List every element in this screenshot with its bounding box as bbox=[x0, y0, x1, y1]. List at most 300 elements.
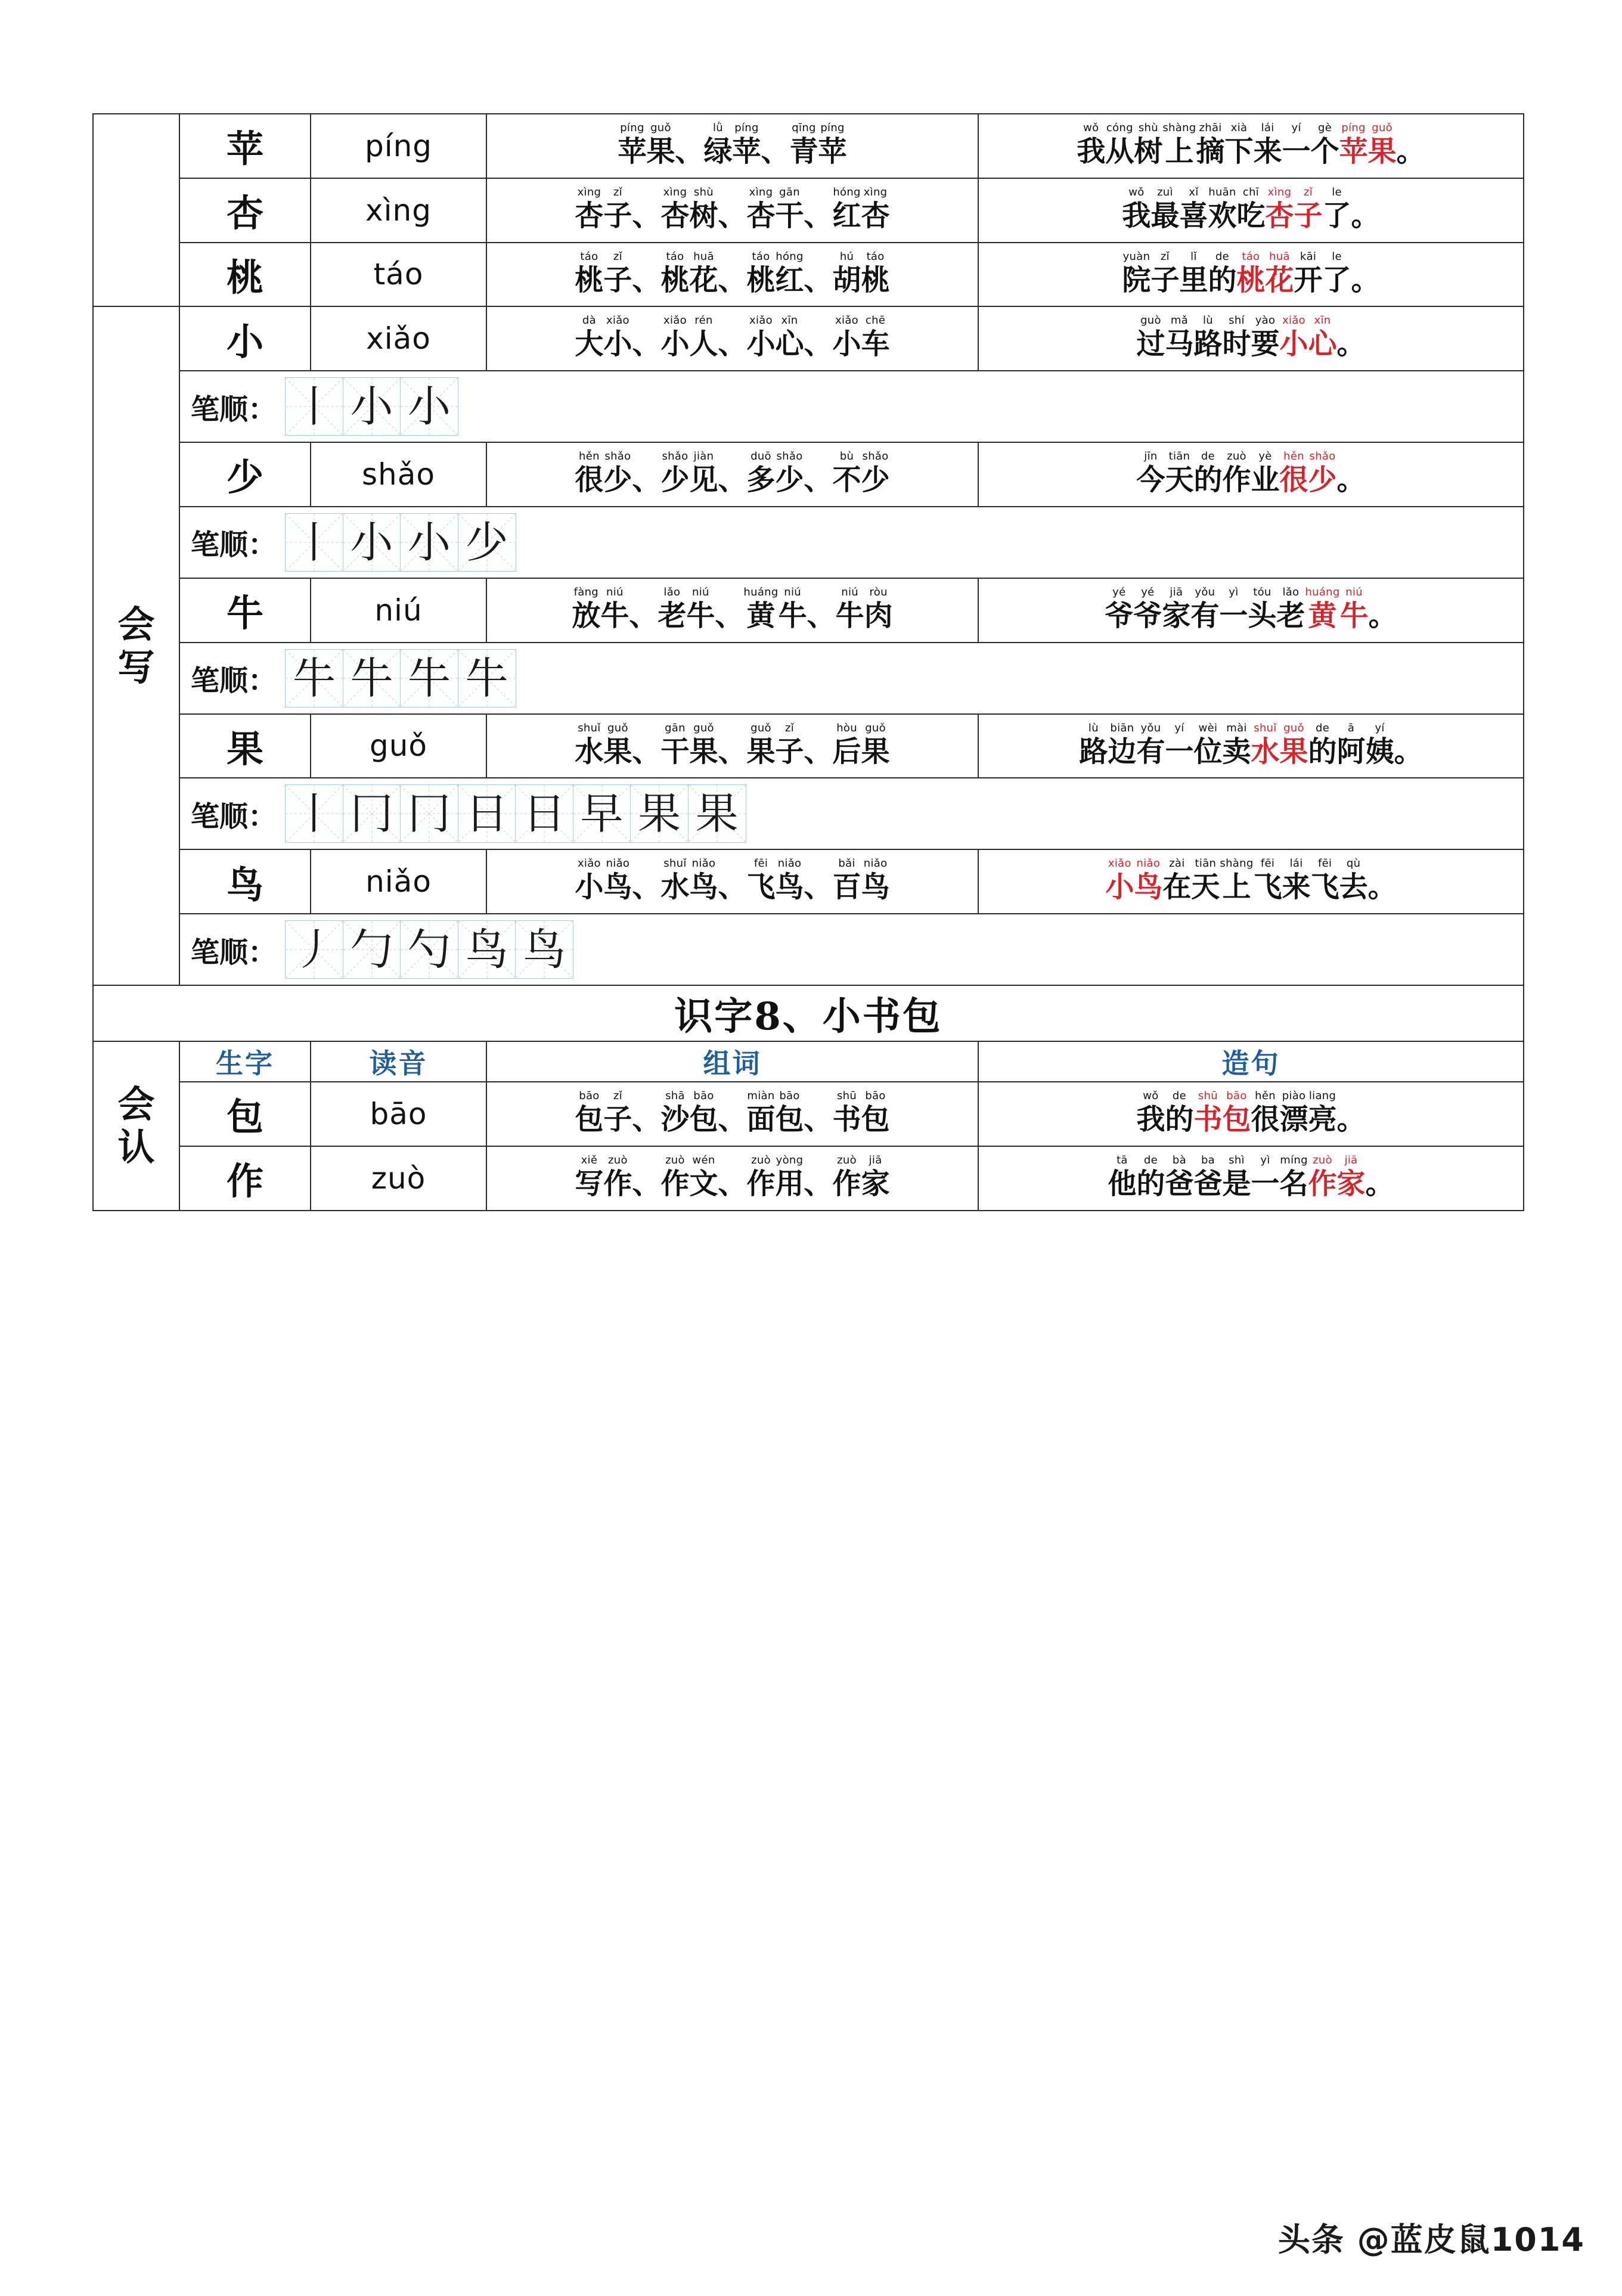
word-separator bbox=[804, 723, 833, 768]
hanzi-char: 、 bbox=[718, 734, 747, 768]
stroke-stage-glyph: 小 bbox=[408, 517, 451, 567]
word-separator bbox=[632, 451, 660, 497]
pinyin-annotation: xiě bbox=[581, 1153, 598, 1166]
sentence-char bbox=[1337, 315, 1366, 361]
stroke-stage-glyph: 小 bbox=[350, 381, 393, 432]
sentence-char bbox=[1136, 451, 1165, 497]
sentence-char bbox=[1337, 1155, 1366, 1200]
hanzi-char: 过 bbox=[1136, 327, 1165, 361]
hanzi-char: 、 bbox=[804, 198, 833, 232]
headword-pinyin: shǎo bbox=[311, 442, 486, 507]
sentence-char bbox=[1351, 252, 1380, 297]
pinyin-annotation: shā bbox=[665, 1090, 685, 1102]
sentence-char bbox=[1208, 252, 1236, 297]
column-header-zaoju: 造句 bbox=[978, 1041, 1524, 1082]
hanzi-char: 。 bbox=[1351, 263, 1380, 297]
hanzi-char: 爸 bbox=[1165, 1166, 1194, 1200]
word-separator bbox=[807, 587, 836, 632]
pinyin-annotation: miàn bbox=[747, 1090, 775, 1102]
hanzi-char: 飞 bbox=[1310, 870, 1339, 904]
pinyin-annotation: de bbox=[1215, 250, 1230, 263]
sentence-char bbox=[1079, 723, 1108, 768]
hanzi-char: 鸟 bbox=[1134, 870, 1163, 904]
pinyin-annotation: piào bbox=[1282, 1090, 1306, 1102]
pinyin-annotation: jiā bbox=[1170, 585, 1183, 598]
category-label-char: 认 bbox=[117, 1125, 155, 1169]
sentence-cell bbox=[978, 714, 1524, 778]
hanzi-char: 业 bbox=[1251, 463, 1280, 497]
sentence-char bbox=[1208, 187, 1236, 232]
sentence-char bbox=[1179, 187, 1208, 232]
hanzi-char: 、 bbox=[718, 263, 747, 297]
word-group-line bbox=[487, 1147, 978, 1210]
word-char bbox=[603, 451, 632, 497]
headword-pinyin: táo bbox=[311, 243, 486, 307]
hanzi-char: 了 bbox=[1322, 263, 1351, 297]
headword-pinyin: xìng bbox=[311, 178, 486, 243]
hanzi-char: 鸟 bbox=[775, 870, 804, 904]
category-label-char: 写 bbox=[117, 645, 155, 689]
category-cell-empty bbox=[93, 114, 179, 306]
sentence-char bbox=[1248, 587, 1276, 632]
word-separator bbox=[718, 1091, 746, 1136]
stroke-order-label: 笔顺： bbox=[191, 799, 277, 833]
sentence-char bbox=[1351, 187, 1380, 232]
pinyin-annotation: shǎo bbox=[662, 450, 689, 463]
hanzi-char: 黄 bbox=[746, 598, 776, 632]
pinyin-annotation: táo bbox=[666, 250, 684, 263]
pinyin-annotation: rén bbox=[694, 314, 713, 327]
sentence-cell bbox=[978, 178, 1524, 243]
hanzi-char: 的 bbox=[1308, 734, 1337, 768]
sentence-char bbox=[1122, 252, 1150, 297]
word-char bbox=[603, 1155, 632, 1200]
sentence-char bbox=[1193, 1155, 1222, 1200]
pinyin-annotation: xiǎo bbox=[1282, 314, 1305, 327]
hanzi-char: 杏 bbox=[861, 198, 890, 232]
hanzi-char: 漂 bbox=[1279, 1103, 1308, 1136]
hanzi-char: 作 bbox=[832, 1166, 861, 1200]
hanzi-char: 一 bbox=[1219, 598, 1248, 632]
word-char bbox=[575, 451, 603, 497]
sentence-char bbox=[1165, 1091, 1193, 1136]
pinyin-annotation: bāo bbox=[779, 1090, 800, 1102]
hanzi-char: 子 bbox=[1150, 263, 1180, 297]
hanzi-char: 作 bbox=[1222, 463, 1251, 497]
pinyin-annotation: yè bbox=[1258, 450, 1272, 463]
sentence-char bbox=[1236, 187, 1265, 232]
pinyin-annotation: zhāi bbox=[1199, 122, 1222, 134]
hanzi-char: 花 bbox=[1265, 263, 1294, 297]
pinyin-annotation: xìng bbox=[863, 185, 888, 198]
word-separator bbox=[718, 252, 746, 297]
pinyin-annotation: guǒ bbox=[607, 721, 628, 734]
sentence-char bbox=[1369, 587, 1397, 632]
sentence-char bbox=[1282, 123, 1311, 168]
pinyin-annotation: míng bbox=[1280, 1153, 1308, 1166]
word-char bbox=[776, 723, 804, 768]
sentence-char bbox=[1165, 1155, 1193, 1200]
hanzi-char: 果 bbox=[689, 734, 718, 768]
hanzi-char: 飞 bbox=[746, 870, 776, 904]
category-label-char: 会 bbox=[117, 603, 155, 647]
hanzi-char: 阿 bbox=[1336, 734, 1366, 768]
stroke-order-cell bbox=[515, 784, 573, 843]
word-char bbox=[833, 252, 861, 297]
pinyin-annotation: de bbox=[1201, 450, 1215, 463]
word-char bbox=[618, 123, 646, 168]
sentence-char bbox=[1193, 315, 1222, 361]
headword-pinyin: guǒ bbox=[311, 714, 486, 778]
hanzi-char: 、 bbox=[804, 1166, 833, 1200]
word-separator bbox=[632, 1155, 660, 1200]
hanzi-char: 牛 bbox=[778, 598, 807, 632]
hanzi-char: 子 bbox=[603, 198, 632, 232]
word-char bbox=[776, 1155, 804, 1200]
stroke-order-cell bbox=[343, 649, 401, 708]
pinyin-annotation: shǎo bbox=[604, 450, 631, 463]
pinyin-annotation: zǐ bbox=[613, 185, 622, 198]
word-group-line bbox=[487, 579, 978, 642]
hanzi-char: 桃 bbox=[746, 263, 776, 297]
word-char bbox=[689, 858, 718, 904]
hanzi-char: 他 bbox=[1108, 1166, 1137, 1200]
sentence-char bbox=[1254, 858, 1282, 904]
pinyin-annotation: guǒ bbox=[1283, 721, 1304, 734]
sentence-char bbox=[1368, 858, 1397, 904]
word-char bbox=[833, 723, 861, 768]
word-char bbox=[603, 315, 632, 361]
sentence-char bbox=[1108, 1155, 1136, 1200]
word-separator bbox=[804, 187, 833, 232]
pinyin-annotation: huáng bbox=[1305, 585, 1340, 598]
hanzi-char: 、 bbox=[718, 327, 747, 361]
sentence-char bbox=[1134, 123, 1162, 168]
word-group-line bbox=[487, 114, 978, 178]
sentence-line bbox=[979, 307, 1523, 370]
hanzi-char: 路 bbox=[1193, 327, 1223, 361]
hanzi-char: 、 bbox=[718, 1166, 747, 1200]
pinyin-annotation: niú bbox=[606, 585, 624, 598]
pinyin-annotation: xià bbox=[1230, 122, 1248, 134]
pinyin-annotation: jīn bbox=[1144, 450, 1158, 463]
sentence-char bbox=[1394, 723, 1423, 768]
pinyin-annotation: zuò bbox=[608, 1153, 628, 1166]
word-group-line bbox=[487, 850, 978, 913]
word-char bbox=[833, 858, 861, 904]
pinyin-annotation: wèi bbox=[1198, 721, 1218, 734]
word-char bbox=[689, 451, 718, 497]
pinyin-annotation: lǐ bbox=[1190, 250, 1197, 263]
pinyin-annotation: hóng bbox=[776, 250, 804, 263]
word-group-line bbox=[487, 443, 978, 506]
stroke-order-cell bbox=[285, 784, 343, 843]
stroke-order-cell-container bbox=[179, 507, 1524, 578]
word-char bbox=[861, 1155, 890, 1200]
stroke-order-cell bbox=[573, 784, 631, 843]
table-row bbox=[93, 714, 1524, 778]
hanzi-char: 马 bbox=[1165, 327, 1194, 361]
hanzi-char: 后 bbox=[832, 734, 861, 768]
hanzi-char: 老 bbox=[1276, 598, 1305, 632]
word-char bbox=[861, 858, 890, 904]
pinyin-annotation: dà bbox=[582, 314, 596, 327]
hanzi-char: 多 bbox=[746, 463, 776, 497]
sentence-char bbox=[1311, 858, 1339, 904]
hanzi-char: 。 bbox=[1367, 870, 1397, 904]
word-char bbox=[861, 187, 890, 232]
sentence-char bbox=[1311, 123, 1339, 168]
hanzi-char: 作 bbox=[603, 1166, 632, 1200]
pinyin-annotation: zuò bbox=[751, 1153, 771, 1166]
pinyin-annotation: lù bbox=[1088, 721, 1099, 734]
table-row bbox=[93, 306, 1524, 371]
hanzi-char: 面 bbox=[746, 1103, 776, 1136]
sentence-line bbox=[979, 850, 1523, 913]
hanzi-char: 桃 bbox=[861, 263, 890, 297]
hanzi-char: 下 bbox=[1224, 135, 1254, 168]
hanzi-char: 胡 bbox=[832, 263, 861, 297]
stroke-stage-glyph: 勹 bbox=[350, 924, 393, 975]
hanzi-char: 水 bbox=[660, 870, 690, 904]
stroke-stage-glyph: 丿 bbox=[293, 924, 336, 975]
hanzi-char: 天 bbox=[1165, 463, 1194, 497]
stroke-order-cell-container bbox=[179, 643, 1524, 714]
pinyin-annotation: píng bbox=[734, 122, 759, 134]
hanzi-char: 边 bbox=[1108, 734, 1137, 768]
word-char bbox=[861, 252, 890, 297]
sentence-char bbox=[1266, 252, 1294, 297]
pinyin-annotation: de bbox=[1172, 1090, 1187, 1102]
pinyin-annotation: guǒ bbox=[750, 721, 771, 734]
stroke-order-cell bbox=[458, 784, 516, 843]
pinyin-annotation: wǒ bbox=[1143, 1090, 1159, 1102]
hanzi-char: 的 bbox=[1165, 1103, 1194, 1136]
hanzi-char: 子 bbox=[775, 734, 804, 768]
stroke-stage-glyph: 少 bbox=[465, 517, 508, 567]
pinyin-annotation: zuò bbox=[1313, 1153, 1332, 1166]
sentence-line bbox=[979, 443, 1523, 506]
stroke-stage-glyph: 牛 bbox=[293, 653, 336, 703]
words-cell bbox=[486, 1146, 978, 1211]
pinyin-annotation: xìng bbox=[663, 185, 687, 198]
pinyin-annotation: tóu bbox=[1253, 585, 1271, 598]
table-row bbox=[93, 578, 1524, 643]
pinyin-annotation: wǒ bbox=[1083, 122, 1099, 134]
headword-char: 小 bbox=[179, 306, 311, 371]
word-char bbox=[776, 187, 804, 232]
pinyin-annotation: xīn bbox=[1314, 314, 1331, 327]
pinyin-annotation: niǎo bbox=[606, 857, 630, 870]
hanzi-char: 车 bbox=[861, 327, 890, 361]
hanzi-char: 书 bbox=[832, 1103, 861, 1136]
pinyin-annotation: niú bbox=[692, 585, 709, 598]
headword-char: 桃 bbox=[179, 243, 311, 307]
sentence-char bbox=[1219, 587, 1248, 632]
hanzi-char: 水 bbox=[575, 734, 604, 768]
word-char bbox=[779, 587, 807, 632]
hanzi-char: 苹 bbox=[1339, 135, 1368, 168]
pinyin-annotation: niǎo bbox=[863, 857, 888, 870]
sentence-char bbox=[1105, 858, 1134, 904]
word-separator bbox=[632, 252, 660, 297]
pinyin-annotation: qù bbox=[1346, 857, 1361, 870]
sentence-char bbox=[1280, 451, 1308, 497]
hanzi-char: 、 bbox=[804, 463, 833, 497]
sentence-char bbox=[1193, 723, 1222, 768]
sentence-char bbox=[1134, 858, 1162, 904]
sentence-char bbox=[1150, 252, 1179, 297]
sentence-char bbox=[1397, 123, 1425, 168]
stroke-stage-glyph: 丨 bbox=[293, 517, 336, 567]
word-char bbox=[572, 587, 600, 632]
pinyin-annotation: huān bbox=[1208, 185, 1236, 198]
word-char bbox=[833, 187, 861, 232]
stroke-order-cell bbox=[285, 377, 343, 436]
stroke-order-cell bbox=[458, 920, 516, 979]
hanzi-char: 牛 bbox=[835, 598, 864, 632]
stroke-order-cell bbox=[285, 920, 343, 979]
hanzi-char: 家 bbox=[1336, 1166, 1366, 1200]
sentence-char bbox=[1280, 315, 1308, 361]
hanzi-char: 名 bbox=[1279, 1166, 1308, 1200]
word-char bbox=[660, 315, 689, 361]
pinyin-annotation: niú bbox=[841, 585, 858, 598]
sentence-line bbox=[979, 1082, 1523, 1146]
pinyin-annotation: yǒu bbox=[1195, 585, 1215, 598]
hanzi-char: 。 bbox=[1365, 1166, 1394, 1200]
pinyin-annotation: bāo bbox=[579, 1090, 600, 1102]
hanzi-char: 鸟 bbox=[603, 870, 632, 904]
hanzi-char: 的 bbox=[1193, 463, 1223, 497]
pinyin-annotation: shǎo bbox=[1309, 450, 1336, 463]
hanzi-char: 杏 bbox=[660, 198, 690, 232]
stroke-order-cell bbox=[343, 377, 401, 436]
hanzi-char: 百 bbox=[832, 870, 861, 904]
pinyin-annotation: shù bbox=[1138, 122, 1158, 134]
words-cell bbox=[486, 178, 978, 243]
pinyin-annotation: yòng bbox=[776, 1153, 804, 1166]
word-separator bbox=[629, 587, 658, 632]
pinyin-annotation: táo bbox=[866, 250, 885, 263]
stroke-stage-glyph: 丨 bbox=[293, 381, 336, 432]
hanzi-char: 、 bbox=[632, 327, 661, 361]
stroke-order-wrap bbox=[180, 507, 1523, 578]
sentence-char bbox=[1254, 123, 1282, 168]
pinyin-annotation: zuò bbox=[1227, 450, 1246, 463]
sentence-char bbox=[1136, 315, 1165, 361]
sentence-char bbox=[1196, 123, 1225, 168]
hanzi-char: 一 bbox=[1165, 734, 1194, 768]
hanzi-char: 很 bbox=[575, 463, 604, 497]
hanzi-char: 书 bbox=[1193, 1103, 1223, 1136]
sentence-char bbox=[1337, 1091, 1366, 1136]
hanzi-char: 杏 bbox=[1265, 198, 1294, 232]
stroke-stage-glyph: 牛 bbox=[465, 653, 508, 703]
word-char bbox=[689, 252, 718, 297]
table-row bbox=[93, 849, 1524, 914]
hanzi-char: 、 bbox=[718, 1103, 747, 1136]
pinyin-annotation: xìng bbox=[1267, 185, 1292, 198]
pinyin-annotation: fàng bbox=[573, 585, 599, 598]
pinyin-annotation: zuò bbox=[665, 1153, 685, 1166]
word-char bbox=[747, 1091, 776, 1136]
sentence-cell bbox=[978, 114, 1524, 178]
sentence-char bbox=[1222, 1091, 1251, 1136]
stroke-order-cell bbox=[285, 513, 343, 572]
vocabulary-table bbox=[92, 113, 1524, 1211]
hanzi-char: 、 bbox=[804, 1103, 833, 1136]
pinyin-annotation: xǐ bbox=[1189, 185, 1199, 198]
stroke-order-cell bbox=[630, 784, 689, 843]
pinyin-annotation: zǐ bbox=[613, 1090, 622, 1102]
pinyin-annotation: liang bbox=[1308, 1090, 1336, 1102]
stroke-stage-glyph: 牛 bbox=[350, 653, 393, 703]
word-separator bbox=[632, 858, 660, 904]
pinyin-annotation: gān bbox=[779, 185, 800, 198]
pinyin-annotation: shí bbox=[1229, 314, 1245, 327]
stroke-order-grid-strip bbox=[285, 649, 515, 708]
sentence-char bbox=[1225, 123, 1254, 168]
word-char bbox=[603, 723, 632, 768]
hanzi-char: 少 bbox=[603, 463, 632, 497]
hanzi-char: 、 bbox=[629, 598, 658, 632]
sentence-char bbox=[1220, 858, 1253, 904]
words-cell bbox=[486, 849, 978, 914]
sentence-char bbox=[1190, 587, 1219, 632]
stroke-order-row bbox=[93, 914, 1524, 985]
word-group-line bbox=[487, 307, 978, 370]
hanzi-char: 、 bbox=[718, 870, 747, 904]
word-char bbox=[658, 587, 686, 632]
hanzi-char: 果 bbox=[861, 734, 890, 768]
word-char bbox=[833, 451, 861, 497]
column-header-duyin: 读音 bbox=[311, 1041, 486, 1082]
sentence-char bbox=[1162, 587, 1190, 632]
pinyin-annotation: le bbox=[1332, 250, 1342, 263]
pinyin-annotation: yí bbox=[1291, 122, 1301, 134]
pinyin-annotation: lǜ bbox=[712, 122, 723, 134]
word-char bbox=[836, 587, 864, 632]
hanzi-char: 时 bbox=[1222, 327, 1251, 361]
hanzi-char: 、 bbox=[675, 135, 704, 168]
word-separator bbox=[632, 1091, 660, 1136]
stroke-order-wrap bbox=[180, 778, 1523, 849]
stroke-order-label: 笔顺： bbox=[191, 528, 277, 562]
hanzi-char: 爷 bbox=[1105, 598, 1134, 632]
stroke-order-label: 笔顺： bbox=[191, 392, 277, 426]
hanzi-char: 果 bbox=[1367, 135, 1397, 168]
pinyin-annotation: xìng bbox=[577, 185, 601, 198]
hanzi-char: 见 bbox=[689, 463, 718, 497]
pinyin-annotation: jiā bbox=[869, 1153, 882, 1166]
category-label-char: 会 bbox=[117, 1082, 155, 1127]
stroke-stage-glyph: 日 bbox=[465, 789, 508, 839]
hanzi-char: 了 bbox=[1322, 198, 1351, 232]
hanzi-char: 心 bbox=[775, 327, 804, 361]
pinyin-annotation: guǒ bbox=[693, 721, 714, 734]
word-char bbox=[660, 187, 689, 232]
stroke-order-grid-strip bbox=[285, 377, 458, 436]
word-char bbox=[689, 315, 718, 361]
stroke-order-cell bbox=[400, 784, 458, 843]
hanzi-char: 、 bbox=[632, 263, 661, 297]
word-separator bbox=[715, 587, 743, 632]
sentence-char bbox=[1165, 315, 1193, 361]
pinyin-annotation: kāi bbox=[1300, 250, 1317, 263]
pinyin-annotation: tā bbox=[1117, 1153, 1128, 1166]
column-header-shengzi: 生字 bbox=[179, 1041, 311, 1082]
